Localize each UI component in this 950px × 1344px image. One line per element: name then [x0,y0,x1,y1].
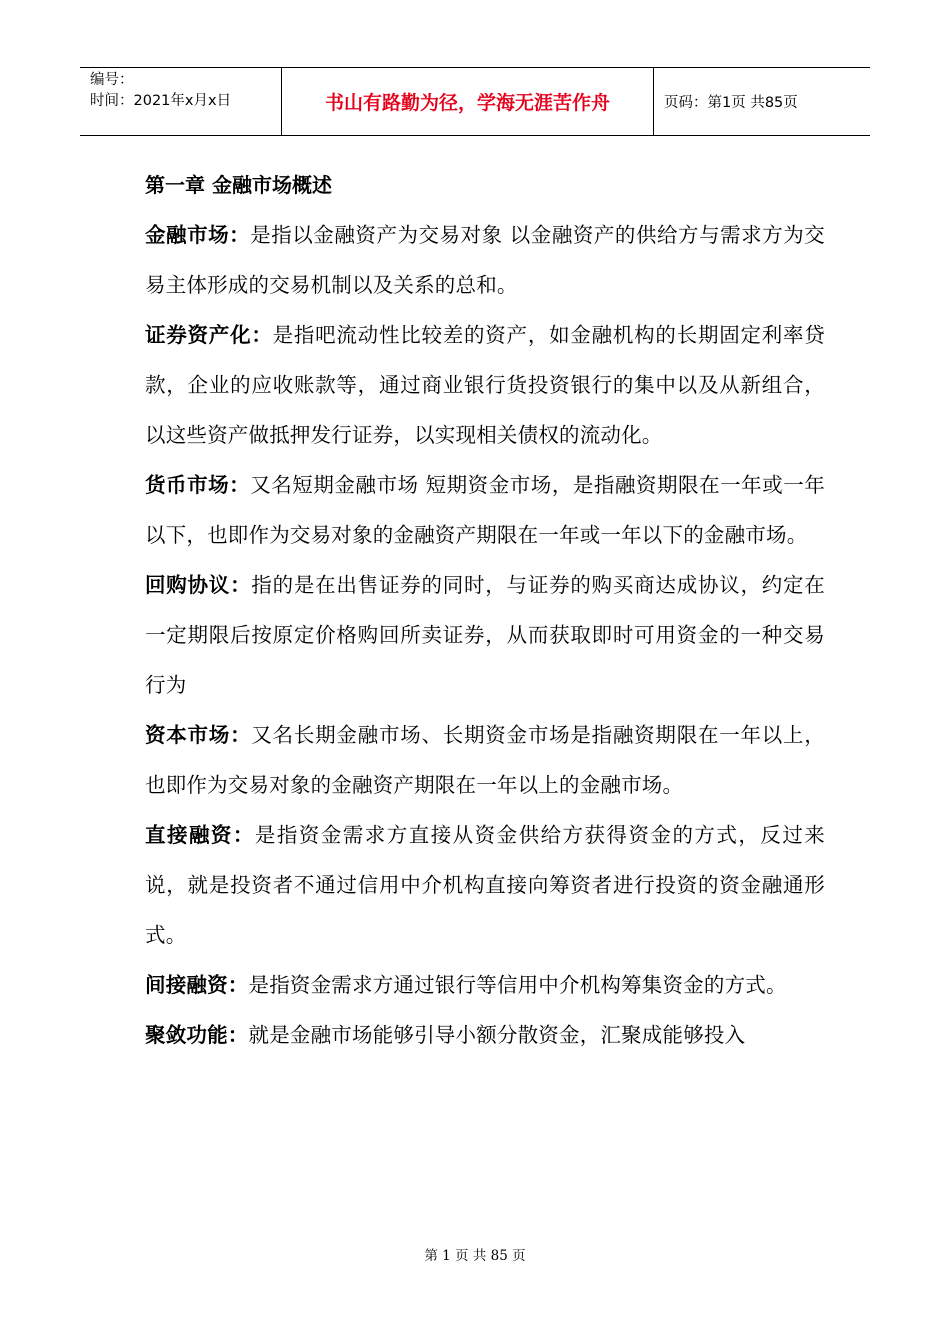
definition-paragraph [145,560,825,710]
definition-text: 指的是在出售证券的同时，与证券的购买商达成协议，约定在一定期限后按原定价格购回所卖证券，从而获取即时可用资金的一种交易行为 [145,573,825,697]
definition-paragraph [145,460,825,560]
document-body [145,160,825,1060]
definition-text: 就是金融市场能够引导小额分散资金，汇聚成能够投入 [248,1023,746,1047]
definition-text: 又名短期金融市场 短期资金市场，是指融资期限在一年或一年以下，也即作为交易对象的金融资产期限在一年或一年以下的金融市场。 [145,473,825,547]
header-page-cell [654,68,870,135]
definition-paragraph [145,810,825,960]
header-page-code: 页码：第1页 共85页 [664,95,798,111]
definition-text: 是指资金需求方直接从资金供给方获得资金的方式，反过来说，就是投资者不通过信用中介机构直接向筹资者进行投资的资金融通形式。 [145,823,826,947]
definition-paragraph [145,1010,825,1060]
definition-term: 货币市场： [145,473,251,497]
header-motto-cell [282,68,654,135]
definition-paragraph [145,960,825,1010]
definition-text: 是指资金需求方通过银行等信用中介机构筹集资金的方式。 [248,973,787,997]
definition-paragraph [145,210,825,310]
definition-term: 回购协议： [145,573,252,597]
header-table [80,67,870,136]
definition-term: 间接融资： [145,973,249,997]
definition-term: 证券资产化： [145,323,273,347]
definition-paragraph [145,710,825,810]
definition-text: 是指以金融资产为交易对象 以金融资产的供给方与需求方为交易主体形成的交易机制以及关系的总和。 [145,223,825,297]
header-motto: 书山有路勤为径，学海无涯苦作舟 [324,92,610,114]
document-date-label: 时间：2021年x月x日 [90,93,232,109]
definition-text: 又名长期金融市场、长期资金市场是指融资期限在一年以上，也即作为交易对象的金融资产期限在一年以上的金融市场。 [145,723,825,797]
page-footer: 第 1 页 共 85 页 [424,1248,526,1264]
definition-text: 是指吧流动性比较差的资产，如金融机构的长期固定利率贷款，企业的应收账款等，通过商业银行货投资银行的集中以及从新组合，以这些资产做抵押发行证券，以实现相关债权的流动化。 [145,323,825,447]
definition-term: 金融市场： [145,223,251,247]
chapter-title: 第一章 金融市场概述 [145,173,332,197]
header-meta-cell [80,68,282,135]
definition-term: 直接融资： [145,823,255,847]
definition-paragraph [145,310,825,460]
definition-term: 资本市场： [145,723,252,747]
definition-term: 聚敛功能： [145,1023,249,1047]
document-number-label: 编号： [90,72,134,88]
